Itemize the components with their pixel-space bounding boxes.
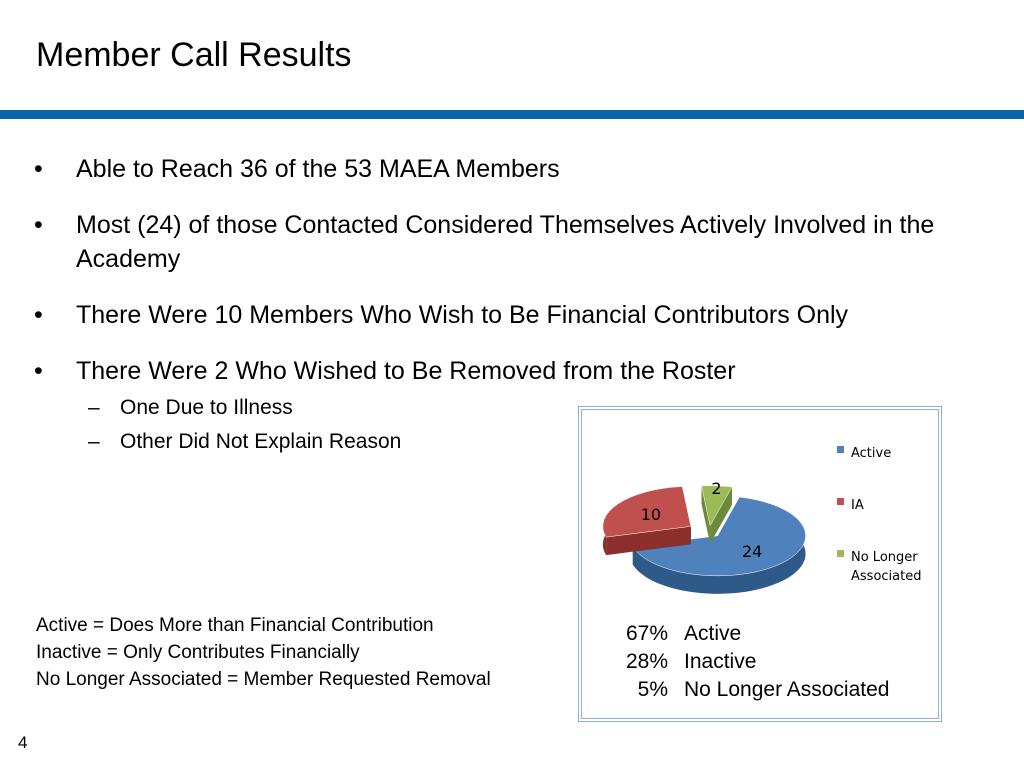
pie-data-label: 24 xyxy=(741,542,763,562)
legend-swatch xyxy=(837,550,844,557)
sub-bullet-dash: – xyxy=(88,430,100,453)
sub-bullet-dash: – xyxy=(88,396,100,419)
legend-label: Active xyxy=(851,446,892,461)
definition-inactive: Inactive = Only Contributes Financially xyxy=(36,642,360,663)
pie-data-label: 2 xyxy=(711,478,722,498)
bullet-text: Able to Reach 36 of the 53 MAEA Members xyxy=(76,155,560,183)
legend-label: IA xyxy=(851,498,864,513)
bullet-dot: • xyxy=(34,211,43,239)
legend-label: Associated xyxy=(851,569,922,584)
percentage-value: 67% xyxy=(625,622,668,645)
definition-no-longer: No Longer Associated = Member Requested Removal xyxy=(36,669,491,690)
sub-bullet-text: Other Did Not Explain Reason xyxy=(120,430,402,453)
title-divider xyxy=(0,110,1024,119)
bullet-text: Most (24) of those Contacted Considered Themselves Actively Involved in the Academy xyxy=(76,211,935,273)
bullet-item xyxy=(34,298,994,332)
percentage-row xyxy=(608,620,928,648)
bullet-dot: • xyxy=(34,155,43,183)
bullet-item xyxy=(34,208,994,276)
percentage-row xyxy=(608,676,928,704)
slide-title: Member Call Results xyxy=(36,36,352,74)
bullet-item xyxy=(34,152,994,186)
definition-active: Active = Does More than Financial Contribution xyxy=(36,615,434,636)
percentage-label: No Longer Associated xyxy=(684,678,890,701)
percentage-label: Active xyxy=(684,622,742,645)
legend-swatch xyxy=(837,498,844,505)
percentage-summary xyxy=(608,620,928,704)
bullet-text: There Were 10 Members Who Wish to Be Financial Contributors Only xyxy=(76,301,849,329)
bullet-dot: • xyxy=(34,301,43,329)
definitions-block xyxy=(36,612,576,693)
percentage-value: 28% xyxy=(625,650,668,673)
bullet-item xyxy=(34,354,994,388)
bullet-text: There Were 2 Who Wished to Be Removed from the Roster xyxy=(76,357,736,385)
percentage-value: 5% xyxy=(637,678,668,701)
legend-label: No Longer xyxy=(851,550,918,565)
bullet-dot: • xyxy=(34,357,43,385)
legend-swatch xyxy=(837,446,844,453)
percentage-row xyxy=(608,648,928,676)
pie-data-label: 10 xyxy=(640,504,662,524)
percentage-label: Inactive xyxy=(684,650,757,673)
sub-bullet-text: One Due to Illness xyxy=(120,396,293,419)
page-number: 4 xyxy=(18,733,28,752)
